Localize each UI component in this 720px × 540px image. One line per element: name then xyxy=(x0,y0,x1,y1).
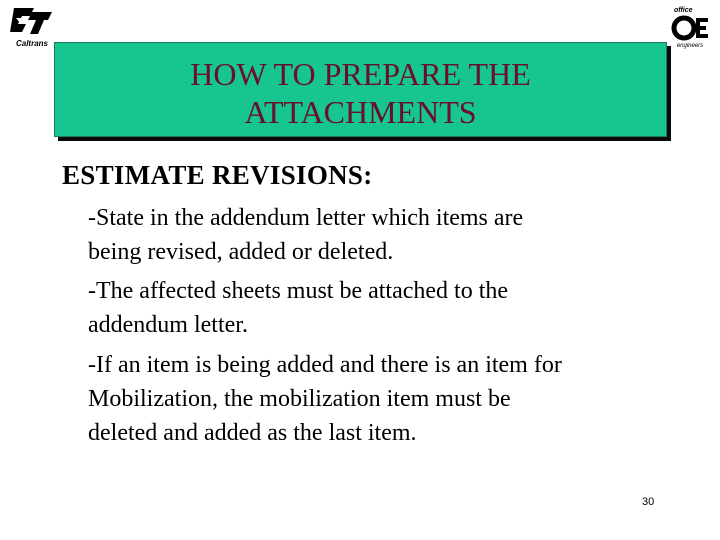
section-heading: ESTIMATE REVISIONS: xyxy=(62,160,373,190)
office-logo-top-text: office xyxy=(674,7,693,14)
body-line: addendum letter. xyxy=(88,312,248,338)
office-logo-bottom-text: engineers xyxy=(676,43,704,49)
caltrans-logo-text: Caltrans xyxy=(15,39,49,48)
office-engineer-logo xyxy=(664,4,714,50)
office-logo-e-mark xyxy=(696,18,708,38)
caltrans-logo-mark xyxy=(10,8,52,34)
title-line-2: ATTACHMENTS xyxy=(244,94,477,130)
caltrans-logo xyxy=(8,4,56,50)
body-line: -The affected sheets must be attached to the xyxy=(88,278,509,304)
body-line: -State in the addendum letter which items are xyxy=(88,205,524,231)
office-logo-o-mark xyxy=(674,18,694,38)
title-banner xyxy=(54,42,667,137)
body-line: deleted and added as the last item. xyxy=(88,420,417,446)
body-line: Mobilization, the mobilization item must be xyxy=(88,386,511,412)
body-line: being revised, added or deleted. xyxy=(88,239,394,265)
page-number: 30 xyxy=(642,496,655,508)
title-line-1: HOW TO PREPARE THE xyxy=(190,56,531,92)
body-line: -If an item is being added and there is an item for xyxy=(88,352,562,378)
